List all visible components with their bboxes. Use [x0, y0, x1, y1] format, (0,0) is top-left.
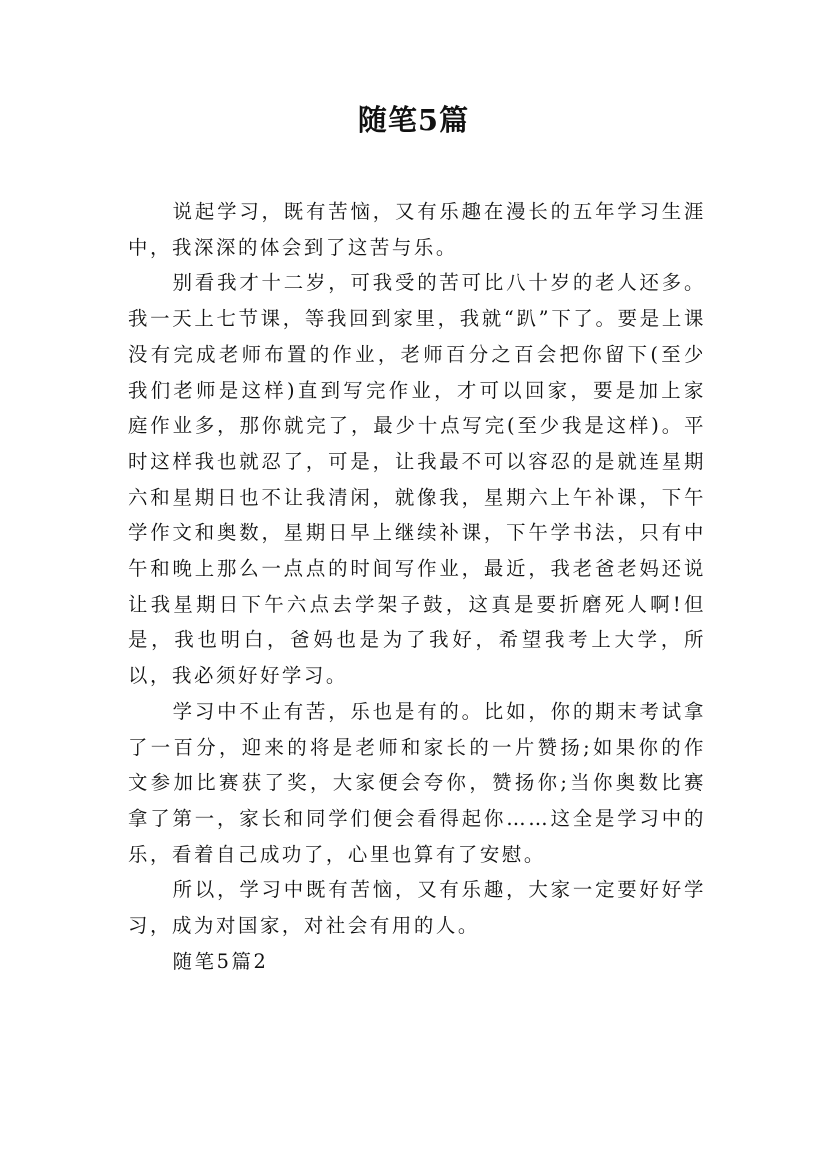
paragraph-4: 所以，学习中既有苦恼，又有乐趣，大家一定要好好学习，成为对国家，对社会有用的人。 — [128, 878, 706, 938]
section-subheading: 随笔5篇2 — [172, 949, 269, 973]
document-title: 随笔5篇 — [357, 103, 470, 137]
paragraph-2: 别看我才十二岁，可我受的苦可比八十岁的老人还多。我一天上七节课，等我回到家里，我就“趴”下了。要是上课没有完成老师布置的作业，老师百分之百会把你留下(至少我们老师是这样)直到写完作业，才可以回家，要是加上家庭作业多，那你就完了，最少十点写完(至少我是这样)。平时这样我也就忍了，可是，让我最不可以容忍的是就连星期六和星期日也不让我清闲，就像我，星期六上午补课，下午学作文和奥数，星期日早上继续补课，下午学书法，只有中午和晚上那么一点点的时间写作业，最近，我老爸老妈还说让我星期日下午六点去学架子鼓，这真是要折磨死人啊!但是，我也明白，爸妈也是为了我好，希望我考上大学，所以，我必须好好学习。 — [128, 271, 706, 688]
paragraph-1: 说起学习，既有苦恼，又有乐趣在漫长的五年学习生涯中，我深深的体会到了这苦与乐。 — [128, 200, 706, 259]
document-body — [128, 194, 706, 979]
paragraph-3: 学习中不止有苦，乐也是有的。比如，你的期末考试拿了一百分，迎来的将是老师和家长的一片赞扬;如果你的作文参加比赛获了奖，大家便会夸你，赞扬你;当你奥数比赛拿了第一，家长和同学们便会看得起你……这全是学习中的乐，看着自己成功了，心里也算有了安慰。 — [128, 699, 706, 866]
